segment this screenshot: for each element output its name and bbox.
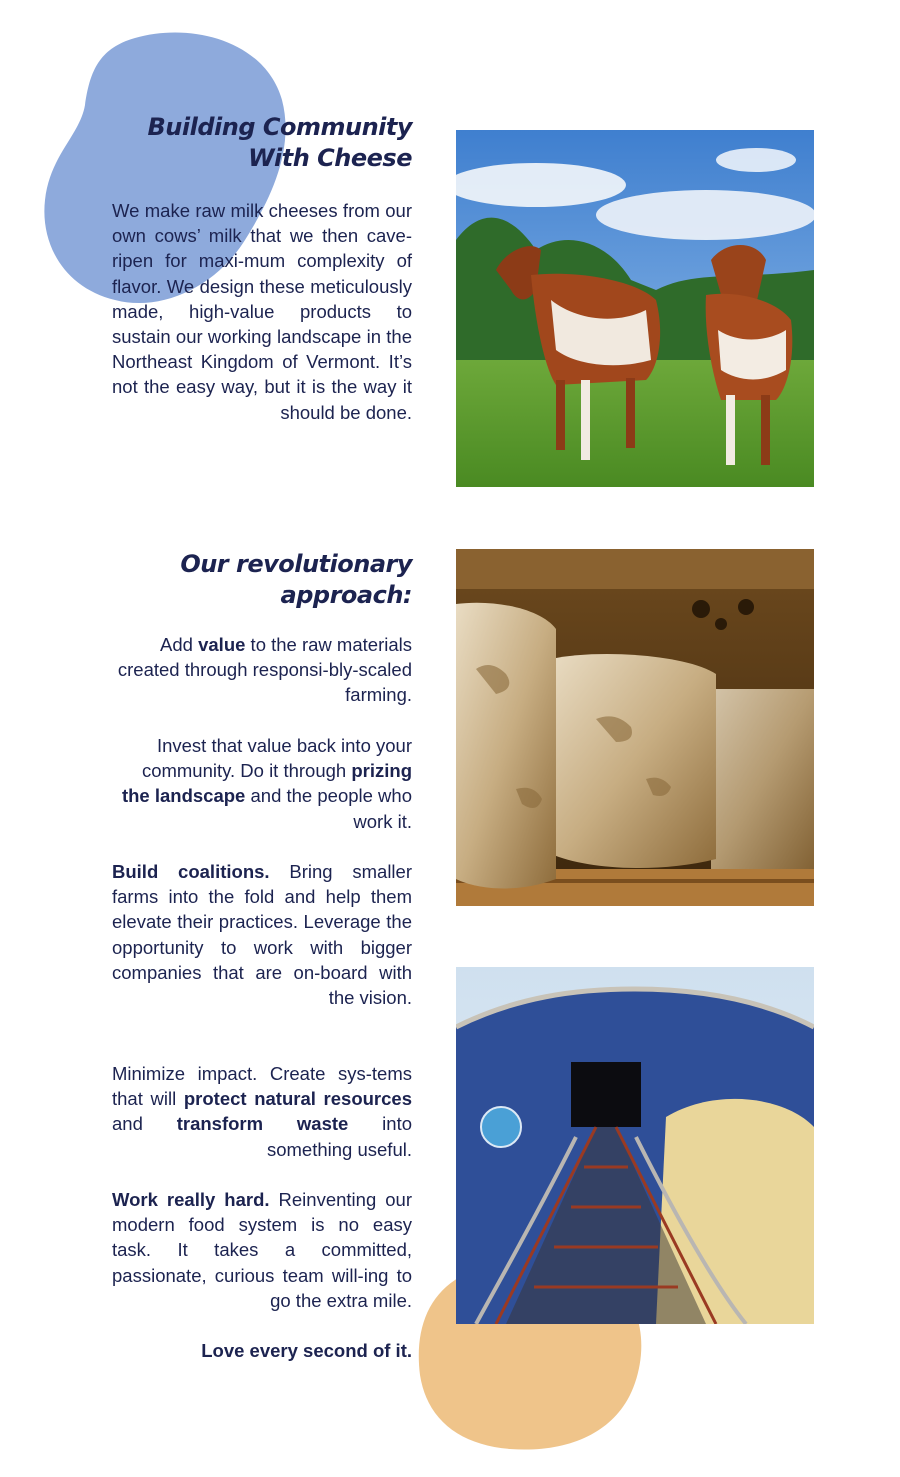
bold-text: protect natural resources	[183, 1088, 412, 1110]
heading-line: Building Community	[147, 113, 412, 141]
approach-paragraph-work-hard	[112, 1187, 412, 1313]
text-run: Invest that value back into your community. Do it through	[141, 735, 412, 782]
bold-text: prizing the landscape	[121, 760, 412, 807]
section-heading-revolutionary-approach	[92, 549, 412, 611]
text-run: Reinventing our modern food system is no easy task. It takes a committed, passionate, curious team will-ing to go the extra mile.	[112, 1189, 412, 1311]
closing-line	[112, 1338, 412, 1363]
section-heading-building-community	[92, 112, 412, 174]
approach-paragraph-invest	[112, 733, 412, 834]
bold-text: Build coalitions.	[112, 861, 270, 882]
approach-paragraph-impact	[112, 1061, 412, 1162]
text-run: Minimize impact. Create sys-tems that will	[112, 1063, 412, 1110]
text-run: and the people who work it.	[245, 785, 412, 832]
cheese-wheels-photo	[456, 549, 814, 906]
heading-line: Our revolutionary	[180, 550, 412, 578]
text-run: Add	[160, 634, 199, 655]
bold-text: Work really hard.	[112, 1189, 270, 1210]
text-run: to the raw materials created through responsi-bly-scaled farming.	[117, 634, 412, 706]
text-run: and	[112, 1113, 177, 1135]
heading-line: With Cheese	[248, 144, 412, 172]
approach-paragraph-coalitions	[112, 859, 412, 1010]
approach-paragraph-value	[112, 632, 412, 708]
text-run: into something useful.	[266, 1113, 412, 1160]
text-run: Bring smaller farms into the fold and help them elevate their practices. Leverage the opportunity to work with bigger companies that are on-board with the vision.	[112, 861, 412, 1009]
barn-conveyor-photo	[456, 967, 814, 1324]
bold-text: value	[198, 634, 246, 655]
heading-line: approach:	[280, 581, 412, 609]
cows-photo	[456, 130, 814, 487]
bold-text: Love every second of it.	[201, 1340, 412, 1361]
bold-text: transform waste	[176, 1113, 349, 1135]
intro-paragraph: We make raw milk cheeses from our own cows’ milk that we then cave-ripen for maxi-mum complexity of flavor. We design these meticulously made, high-value products to sustain our working landscape in the Northeast Kingdom of Vermont. It’s not the easy way, but it is the way it should be done.	[112, 200, 412, 423]
